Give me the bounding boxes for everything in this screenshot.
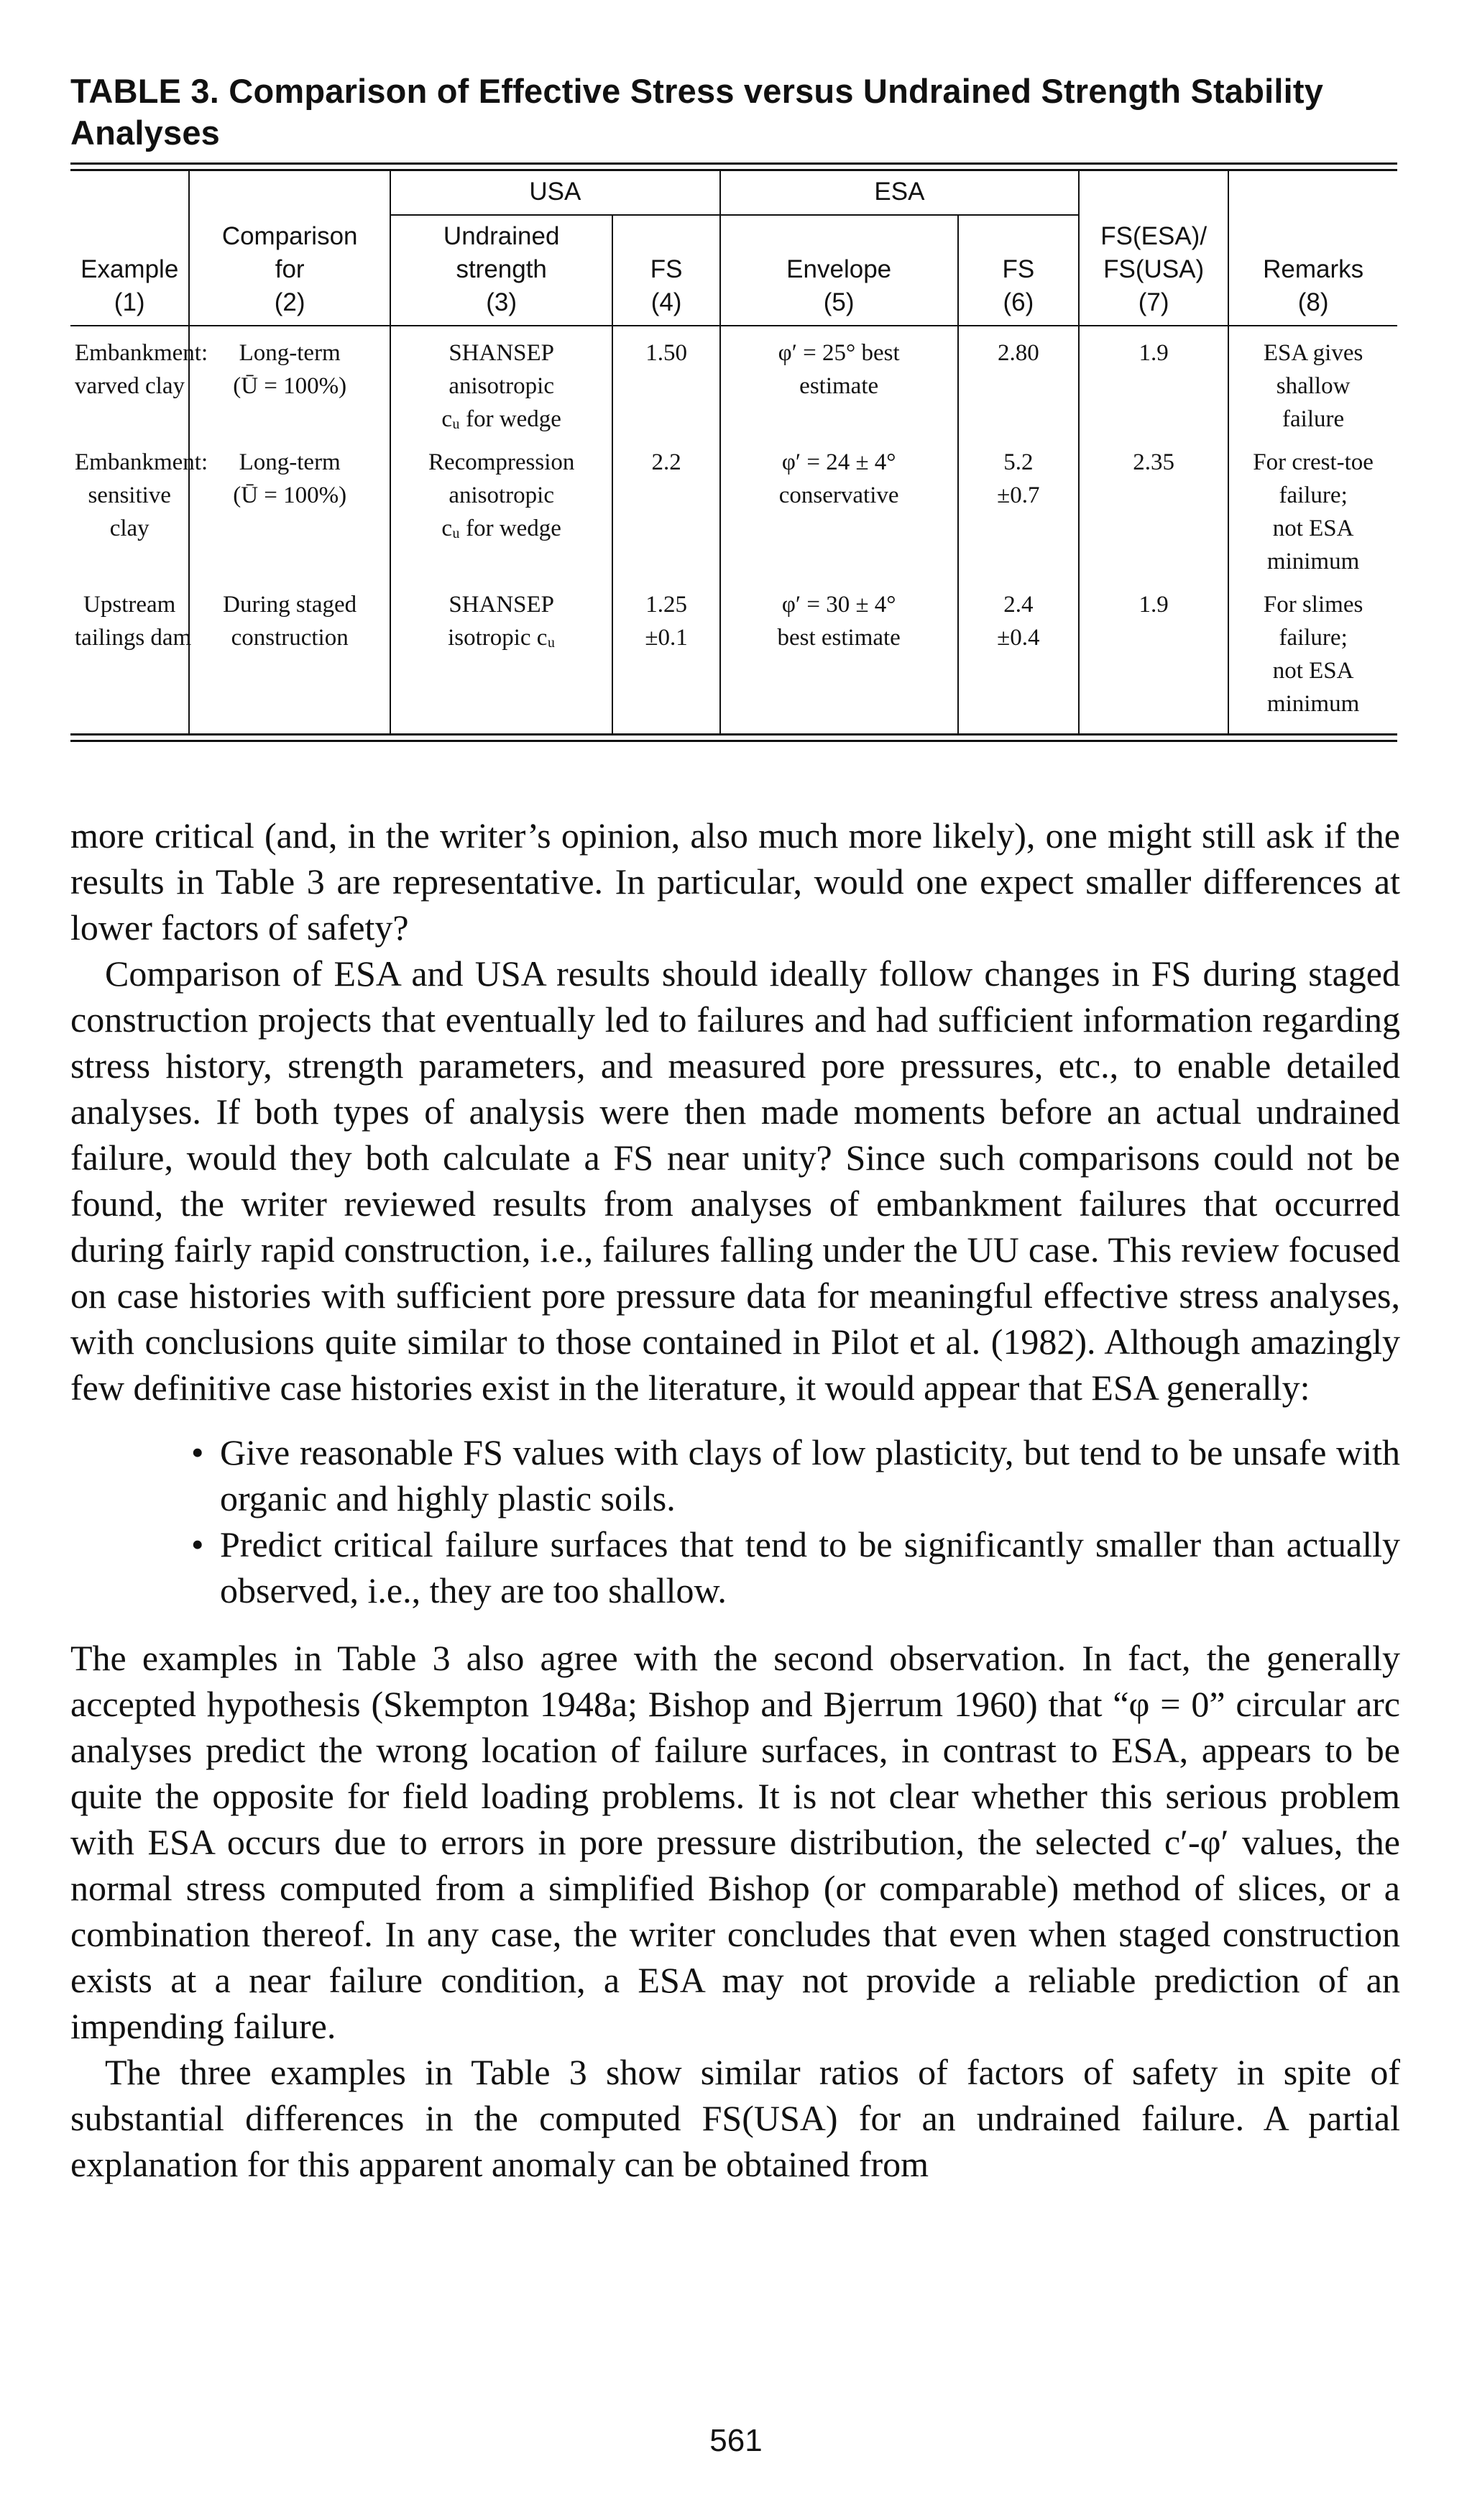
table-bottom-rule — [70, 733, 1397, 742]
cell-line: failure; — [1279, 625, 1348, 651]
cell-line: φ′ = 24 ± 4° — [781, 449, 896, 475]
cell-envelope — [720, 326, 958, 436]
header-line: (4) — [650, 288, 682, 316]
header-line: FS — [650, 255, 683, 283]
header-usa-fs — [612, 215, 719, 326]
cell-example — [70, 436, 208, 578]
table-body — [70, 326, 1397, 733]
header-line: FS(USA) — [1103, 255, 1205, 283]
cell-comparison — [189, 326, 390, 436]
observation-list — [70, 1429, 1400, 1613]
observation-item — [70, 1429, 1400, 1521]
header-line: FS(ESA)/ — [1100, 222, 1208, 250]
cell-line: (Ū = 100%) — [233, 373, 347, 399]
cell-undrained-strength — [390, 578, 612, 733]
cell-line: Upstream — [83, 592, 176, 618]
cell-line: ±0.4 — [997, 625, 1040, 651]
paragraph-2: Comparison of ESA and USA results should ideally follow changes in FS during staged construction projects that eventually led to failures and had sufficient information regarding stress history, strength parameters, and measured pore pressures, etc., to enable detailed analyses. If both types of analysis were then made moments before an actual undrained failure, would they both calculate a FS near unity? Since such comparisons could not be found, the writer reviewed results from analyses of embankment failures that occurred during fairly rapid construction, i.e., failures falling under the UU case. This review focused on case histories with sufficient pore pressure data for meaningful effective stress analyses, with conclusions quite similar to those contained in Pilot et al. (1982). Although amazingly few definitive case histories exist in the literature, it would appear that ESA generally: — [70, 953, 1400, 1408]
cell-line: 2.4 — [1003, 592, 1034, 618]
cell-example — [70, 578, 192, 733]
cell-remarks — [1228, 436, 1397, 578]
table-caption-label: TABLE 3. — [70, 72, 220, 110]
header-line: Envelope — [786, 255, 892, 283]
cell-line: ±0.7 — [997, 482, 1040, 508]
cell-line: conservative — [778, 482, 899, 508]
cell-line: 2.35 — [1133, 449, 1175, 475]
cell-line: cᵤ for wedge — [441, 516, 561, 541]
header-line: FS — [1002, 255, 1035, 283]
cell-line: Embankment: — [75, 340, 208, 366]
cell-esa-fs — [958, 578, 1080, 733]
cell-envelope — [720, 436, 958, 578]
cell-line: 1.9 — [1138, 592, 1169, 618]
cell-line: φ′ = 30 ± 4° — [781, 592, 896, 618]
header-group-usa: USA — [390, 171, 720, 215]
cell-line: construction — [231, 625, 349, 651]
header-comparison — [189, 171, 390, 326]
header-fs-ratio — [1079, 171, 1228, 326]
cell-usa-fs — [612, 436, 719, 578]
cell-comparison — [189, 436, 390, 578]
cell-line: 1.9 — [1138, 340, 1169, 366]
cell-line: 2.2 — [651, 449, 681, 475]
cell-line: isotropic cᵤ — [448, 625, 556, 651]
cell-line: 1.25 — [645, 592, 687, 618]
cell-usa-fs — [612, 326, 719, 436]
cell-comparison — [189, 578, 390, 733]
header-line: Comparison — [221, 222, 358, 250]
cell-remarks — [1228, 578, 1397, 733]
cell-line: Long-term — [239, 449, 341, 475]
cell-line: Recompression — [428, 449, 575, 475]
body-text — [70, 812, 1400, 2187]
table-top-rule — [70, 162, 1397, 171]
cell-line: varved clay — [75, 373, 185, 399]
cell-line: (Ū = 100%) — [233, 482, 347, 508]
cell-envelope — [720, 578, 958, 733]
header-esa-fs — [958, 215, 1080, 326]
table-3 — [70, 162, 1397, 742]
header-line: Remarks — [1263, 255, 1364, 283]
cell-line: clay — [109, 516, 150, 541]
cell-line: cᵤ for wedge — [441, 406, 561, 432]
cell-line: φ′ = 25° best — [778, 340, 900, 366]
header-line: for — [275, 255, 305, 283]
cell-line: anisotropic — [448, 482, 554, 508]
cell-fs-ratio — [1079, 326, 1228, 436]
header-line: Undrained — [443, 222, 560, 250]
cell-line: failure; — [1279, 482, 1348, 508]
cell-usa-fs — [612, 578, 719, 733]
table-caption-text: Comparison of Effective Stress versus Undrained Strength Stability Analyses — [70, 72, 1324, 152]
cell-line: not ESA — [1272, 516, 1354, 541]
cell-line: failure — [1282, 406, 1345, 432]
table-row — [70, 326, 1397, 436]
cell-line: estimate — [799, 373, 879, 399]
cell-line: shallow — [1276, 373, 1351, 399]
header-envelope — [720, 215, 958, 326]
cell-remarks — [1228, 326, 1397, 436]
cell-line: SHANSEP — [448, 340, 555, 366]
cell-esa-fs — [958, 326, 1080, 436]
cell-line: minimum — [1266, 691, 1360, 717]
cell-example — [70, 326, 208, 436]
cell-line: best estimate — [777, 625, 901, 651]
paragraph-4: The three examples in Table 3 show similar ratios of factors of safety in spite of substantial differences in the computed FS(USA) for an undrained failure. A partial explanation for this apparent anomaly can be obtained from — [70, 2052, 1400, 2184]
cell-line: ±0.1 — [645, 625, 688, 651]
cell-line: not ESA — [1272, 658, 1354, 684]
header-line: (3) — [486, 288, 518, 316]
cell-undrained-strength — [390, 326, 612, 436]
table-row — [70, 436, 1397, 578]
cell-line: ESA gives — [1263, 340, 1363, 366]
comparison-table — [70, 171, 1397, 733]
header-line: (8) — [1297, 288, 1329, 316]
paragraph-3: The examples in Table 3 also agree with the second observation. In fact, the generally accepted hypothesis (Skempton 1948a; Bishop and Bjerrum 1960) that “φ = 0” circular arc analyses predict the wrong location of failure surfaces, in contrast to ESA, appears to be quite the opposite for field loading problems. It is not clear whether this serious problem with ESA occurs due to errors in pore pressure distribution, the selected c′-φ′ values, the normal stress computed from a simplified Bishop (or comparable) method of slices, or a combination thereof. In any case, the writer concludes that even when staged construction exists at a near failure condition, a ESA may not provide a reliable prediction of an impending failure. — [70, 1638, 1400, 2046]
cell-line: During staged — [223, 592, 357, 618]
header-line: (7) — [1138, 288, 1169, 316]
cell-line: Embankment: — [75, 449, 208, 475]
observation-text: Give reasonable FS values with clays of low plasticity, but tend to be unsafe with organic and highly plastic soils. — [220, 1432, 1400, 1518]
header-line: strength — [456, 255, 547, 283]
cell-line: tailings dam — [75, 625, 192, 651]
header-undrained-strength — [390, 215, 612, 326]
cell-line: 5.2 — [1003, 449, 1034, 475]
cell-line: minimum — [1266, 549, 1360, 574]
cell-line: anisotropic — [448, 373, 554, 399]
page-number: 561 — [709, 2423, 763, 2458]
cell-line: For crest-toe — [1253, 449, 1374, 475]
header-line: (2) — [274, 288, 305, 316]
header-line: (6) — [1003, 288, 1034, 316]
cell-line: SHANSEP — [448, 592, 555, 618]
header-group-esa: ESA — [720, 171, 1079, 215]
table-caption — [70, 70, 1422, 154]
cell-fs-ratio — [1079, 436, 1228, 578]
cell-fs-ratio — [1079, 578, 1228, 733]
observation-text: Predict critical failure surfaces that tend to be significantly smaller than actually observed, i.e., they are too shallow. — [220, 1524, 1400, 1610]
header-line: (1) — [114, 288, 145, 316]
table-row — [70, 578, 1397, 733]
cell-line: Long-term — [239, 340, 341, 366]
paragraph-1: more critical (and, in the writer’s opinion, also much more likely), one might still ask if the results in Table 3 are representative. In particular, would one expect smaller differences at lower factors of safety? — [70, 815, 1400, 948]
cell-esa-fs — [958, 436, 1080, 578]
header-remarks — [1228, 171, 1397, 326]
observation-item — [70, 1521, 1400, 1613]
cell-line: 2.80 — [997, 340, 1039, 366]
header-line: (5) — [823, 288, 855, 316]
cell-undrained-strength — [390, 436, 612, 578]
bullet-marker: • — [191, 1432, 204, 1472]
header-line: Example — [80, 255, 179, 283]
cell-line: For slimes — [1263, 592, 1363, 618]
header-example — [70, 171, 189, 326]
cell-line: 1.50 — [645, 340, 687, 366]
cell-line: sensitive — [88, 482, 171, 508]
bullet-marker: • — [191, 1524, 204, 1564]
